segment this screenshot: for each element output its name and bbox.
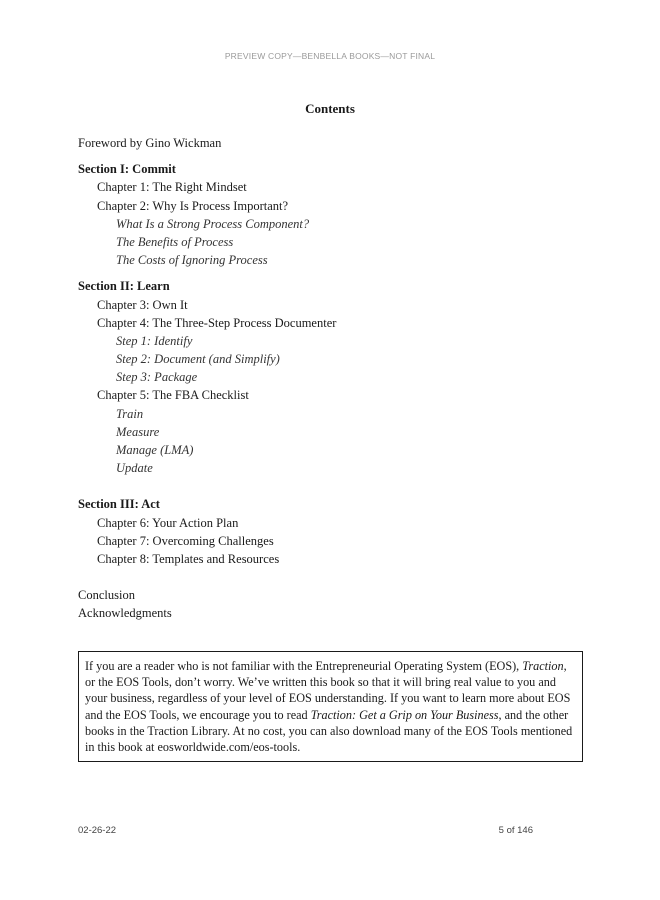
toc-chapter-5[interactable]: Chapter 5: The FBA Checklist — [97, 388, 249, 403]
toc-subsection[interactable]: The Benefits of Process — [116, 234, 234, 249]
toc-subsection[interactable]: Manage (LMA) — [116, 443, 194, 457]
toc-acknowledgments[interactable]: Acknowledgments — [78, 606, 172, 621]
notice-text: , or the EOS Tools, don’t worry. We’ve written this book so that it will bring real value to you and your business, regardless of your level of EOS understanding. If you want to learn more about EOS and the EOS Tools, we encourage you to read — [85, 659, 571, 722]
toc-subsection[interactable]: Step 1: Identify — [116, 333, 193, 348]
toc-chapter-4[interactable]: Chapter 4: The Three-Step Process Documenter — [97, 315, 337, 330]
footer-page-number: 5 of 146 — [498, 825, 533, 836]
toc-subsection[interactable]: The Costs of Ignoring Process — [116, 253, 268, 268]
toc-chapter-7[interactable]: Chapter 7: Overcoming Challenges — [97, 533, 274, 548]
notice-text: If you are a reader who is not familiar with the Entrepreneurial Operating System (EOS), — [85, 659, 523, 673]
toc-subsection[interactable]: Update — [116, 461, 153, 476]
page-title: Contents — [305, 101, 355, 116]
notice-book-title: Traction — [522, 659, 564, 673]
notice-text: , and the other books in the Traction Library. At no cost, you can also download many of the EOS Tools mentioned in this book at eosworldwide.com/eos-tools. — [85, 707, 573, 755]
toc-chapter-1[interactable]: Chapter 1: The Right Mindset — [97, 180, 247, 195]
toc-subsection[interactable]: What Is a Strong Process Component? — [116, 216, 310, 231]
toc-subsection[interactable]: Step 3: Package — [116, 370, 198, 385]
toc-chapter-6[interactable]: Chapter 6: Your Action Plan — [97, 515, 239, 530]
toc-chapter-8[interactable]: Chapter 8: Templates and Resources — [97, 551, 280, 566]
toc-section-1[interactable]: Section I: Commit — [78, 162, 176, 177]
table-of-contents — [78, 134, 598, 623]
toc-subsection[interactable]: Step 2: Document (and Simplify) — [116, 352, 280, 367]
toc-chapter-2[interactable]: Chapter 2: Why Is Process Important? — [97, 198, 289, 213]
footer-date: 02-26-22 — [78, 825, 117, 836]
toc-conclusion[interactable]: Conclusion — [78, 588, 135, 603]
notice-book-title: Traction: Get a Grip on Your Business — [310, 707, 499, 722]
eos-notice-box — [78, 651, 583, 762]
toc-section-2[interactable]: Section II: Learn — [78, 279, 170, 294]
toc-subsection[interactable]: Train — [116, 406, 144, 421]
toc-section-3[interactable]: Section III: Act — [78, 497, 160, 512]
preview-watermark: PREVIEW COPY—BENBELLA BOOKS—NOT FINAL — [224, 51, 436, 61]
toc-foreword[interactable]: Foreword by Gino Wickman — [78, 136, 222, 150]
toc-subsection[interactable]: Measure — [116, 424, 160, 439]
toc-chapter-3[interactable]: Chapter 3: Own It — [97, 297, 188, 312]
